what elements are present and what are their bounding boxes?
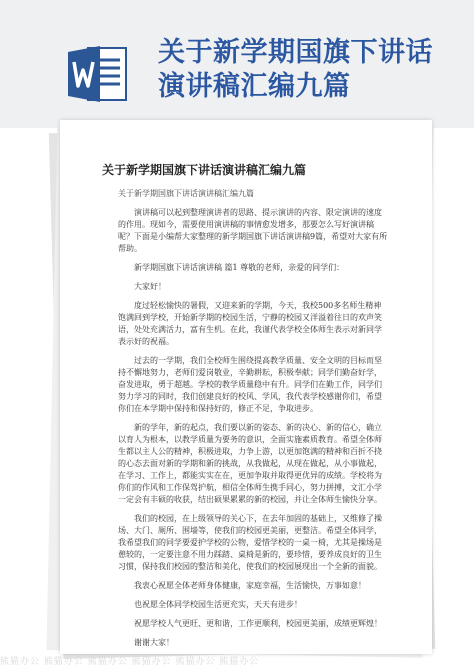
paragraph: 我们的校园，在上级领导的关心下，在去年加固的基础上，又维修了操场、大门、厕所、围墙等，使我们的校园更美丽，更整洁。希望全体同学，我希望我们的同学要爱护学校的公物，爱惜学校的一桌一椅，尤其是操场是憩较的，一定要注意不用力踩踏、桌椅是新的，要珍惜，要养成良好的卫生习惯，保持我们校园的整洁和美化，使我们的校园展现出一个全新的面貌。 [118,514,382,571]
paragraph: 过去的一学期，我们全校师生围绕提高教学质量、安全文明的目标而坚持不懈地努力，老师们爱岗敬业，辛勤耕耘，积极奉献；同学们勤奋好学，奋发进取，勇于超越。学校的教学质量稳中有升。同学们在勤工作，同学们努力学习的同时，我们创建良好的校风、学风，我代表学校感谢你们，希望你们在本学期中保持和保持好的，修正不足，争取进步。 [118,356,382,413]
paragraph: 新的学年，新的起点，我们要以新的姿态、新的决心、新的信心，确立以育人为根本，以教学质量为要务的意识，全面实施素质教育。希望全体师生都以主人公的精神，积极进取，力争上游，以更加饱满的精神和百折不挠的心态去面对新的学期和新的挑战，从我做起，从现在做起，从小事做起，在学习、工作上，都能实实在在，更加争取并取得更优异的成绩。学校将为你们的作风和工作保驾护航，相信全体师生携手同心，努力拼搏，文汇小学一定会有丰硕的收获，结出硕果累累的新的校园，并让全体师生愉快分享。 [118,423,382,504]
document-subtitle: 关于新学期国旗下讲话演讲稿汇编九篇 [118,189,254,198]
paragraph: 大家好！ [134,282,166,291]
paragraph: 祝愿学校人气更旺、更和谐，工作更顺利，校园更美丽，成绩更辉煌！ [134,619,382,628]
document-title: 关于新学期国旗下讲话演讲稿汇编九篇 [102,163,307,177]
paragraph: 度过轻松愉快的暑假，又迎来新的学期，今天，我校500多名师生精神饱满回到学校，开始新学期的校园生活，宁静的校园又洋溢着往日的欢声笑语，处处充满活力，富有生机。在此，我谨代表学校全体师生表示对新同学表示好的祝福。 [118,301,382,346]
header-banner [0,0,474,128]
watermark: 熊猫办公 熊猫办公 熊猫办公 熊猫办公 熊猫办公 熊猫办公 [0,657,260,667]
paragraph: 演讲稿可以起到整理演讲者的思路、提示演讲的内容、限定演讲的速度的作用。现如今，需要使用演讲稿的事情愈发增多，那要怎么写好演讲稿呢？下面是小编帮大家整理的新学期国旗下讲话演讲稿9篇，希望对大家有所帮助。 [118,208,388,253]
paragraph: 谢谢大家！ [134,638,174,647]
banner-title-line1: 关于新学期国旗下讲话 [158,37,433,68]
document-body [102,162,388,654]
document-page [60,120,432,654]
banner-title-line2: 演讲稿汇编九篇 [158,71,351,102]
paragraph: 我衷心祝愿全体老师身体健康，家庭幸福，生活愉快，万事如意！ [134,581,366,590]
banner-title [158,36,458,104]
word-document-icon [66,44,130,104]
paragraph: 新学期国旗下讲话演讲稿 篇1 尊敬的老师，亲爱的同学们： [134,263,345,272]
paragraph: 也祝愿全体同学校园生活更充实，天天有进步！ [134,600,302,609]
